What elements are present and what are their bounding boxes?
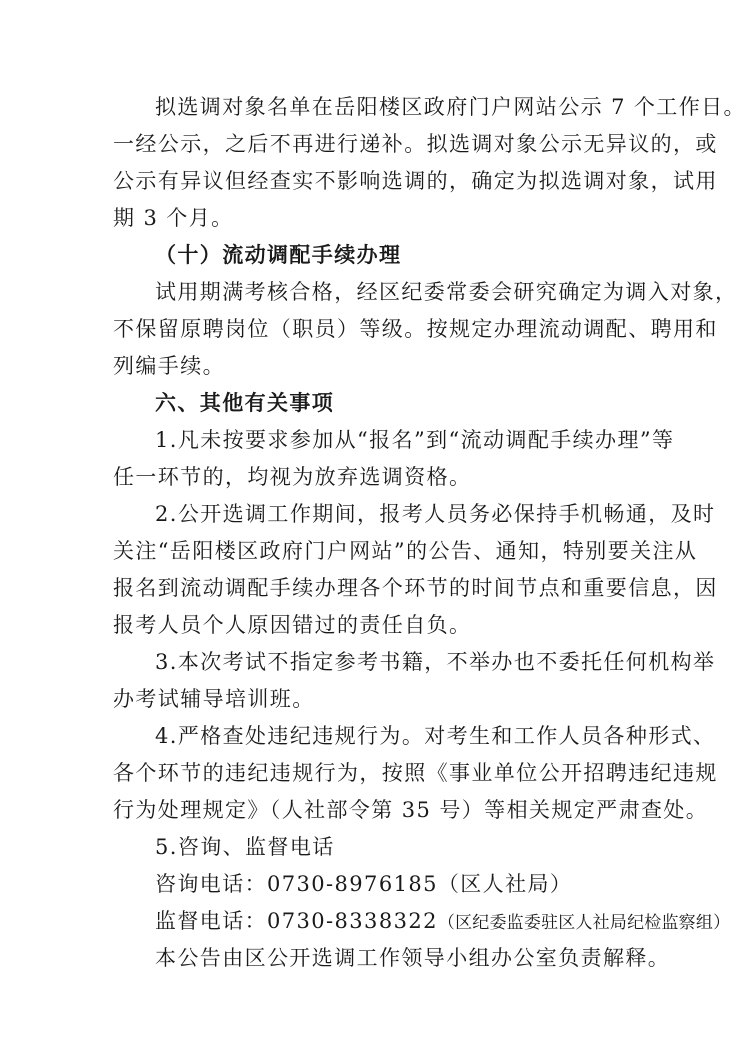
body-line: 期 3 个月。 [113, 206, 234, 230]
supervise-phone-line [155, 907, 730, 937]
body-line: 拟选调对象名单在岳阳楼区政府门户网站公示 7 个工作日。 [155, 95, 746, 119]
consult-phone-line [155, 870, 572, 898]
list-item-line: 5.咨询、监督电话 [155, 835, 335, 859]
supervise-phone-label: 监督电话： [155, 909, 267, 933]
consult-phone-value: 0730-8976185（区人社局） [267, 872, 573, 896]
body-line: 试用期满考核合格，经区纪委常委会研究确定为调入对象， [155, 280, 738, 304]
supervise-phone-note: （区纪委监委驻区人社局纪检监察组） [437, 913, 731, 933]
list-item-line: 任一环节的，均视为放弃选调资格。 [113, 465, 472, 489]
list-item-line: 报考人员个人原因错过的责任自负。 [113, 613, 472, 637]
list-item-line: 办考试辅导培训班。 [113, 687, 315, 711]
consult-phone-label: 咨询电话： [155, 872, 267, 896]
list-item-line: 4.严格查处违纪违规行为。对考生和工作人员各种形式、 [155, 724, 716, 748]
list-item-line: 各个环节的违纪违规行为，按照《事业单位公开招聘违纪违规 [113, 761, 718, 785]
list-item-line: 行为处理规定》（人社部令第 35 号）等相关规定严肃查处。 [113, 798, 709, 822]
body-line: 列编手续。 [113, 354, 225, 378]
supervise-phone-number: 0730-8338322 [267, 909, 438, 933]
section-heading: 六、其他有关事项 [155, 390, 335, 415]
list-item-line: 1.凡未按要求参加从“报名”到“流动调配手续办理”等 [155, 428, 675, 452]
closing-line: 本公告由区公开选调工作领导小组办公室负责解释。 [155, 946, 671, 970]
body-line: 一经公示，之后不再进行递补。拟选调对象公示无异议的，或 [113, 132, 718, 156]
list-item-line: 关注“岳阳楼区政府门户网站”的公告、通知，特别要关注从 [113, 539, 698, 563]
list-item-line: 3.本次考试不指定参考书籍，不举办也不委托任何机构举 [155, 650, 716, 674]
list-item-line: 报名到流动调配手续办理各个环节的时间节点和重要信息，因 [113, 576, 718, 600]
body-line: 公示有异议但经查实不影响选调的，确定为拟选调对象，试用 [113, 169, 718, 193]
body-line: 不保留原聘岗位（职员）等级。按规定办理流动调配、聘用和 [113, 317, 718, 341]
list-item-line: 2.公开选调工作期间，报考人员务必保持手机畅通，及时 [155, 502, 716, 526]
section-heading: （十）流动调配手续办理 [155, 242, 402, 267]
